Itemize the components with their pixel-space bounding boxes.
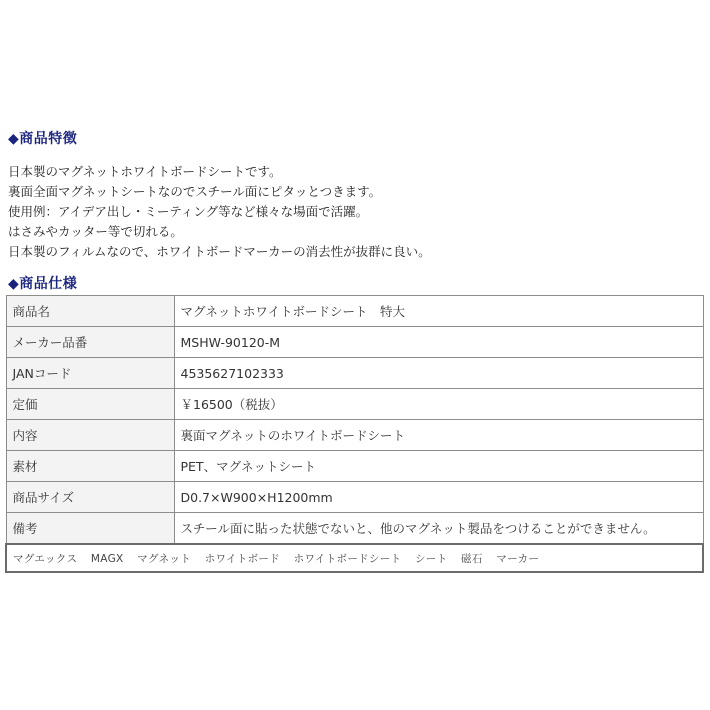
- keyword: ホワイトボードシート: [293, 552, 402, 565]
- spec-value: ￥16500（税抜）: [174, 389, 703, 420]
- spec-label: JANコード: [6, 358, 174, 389]
- table-row: [6, 420, 703, 451]
- feature-line: 日本製のマグネットホワイトボードシートです。: [8, 164, 282, 179]
- table-row: [6, 389, 703, 420]
- keyword: マグエックス: [13, 552, 78, 565]
- keyword: マグネット: [137, 552, 192, 565]
- spec-label: 内容: [6, 420, 174, 451]
- table-row: [6, 513, 703, 545]
- spec-label: 備考: [6, 513, 174, 545]
- spec-label: 素材: [6, 451, 174, 482]
- spec-value: スチール面に貼った状態でないと、他のマグネット製品をつけることができません。: [174, 513, 703, 545]
- spec-value: MSHW-90120-M: [174, 327, 703, 358]
- feature-line: はさみやカッター等で切れる。: [8, 224, 183, 239]
- features-heading: ◆商品特徴: [8, 131, 78, 147]
- table-row: [6, 451, 703, 482]
- feature-line: 日本製のフィルムなので、ホワイトボードマーカーの消去性が抜群に良い。: [8, 244, 431, 259]
- features-text: [8, 162, 698, 262]
- spec-value: 4535627102333: [174, 358, 703, 389]
- keywords-row: [6, 544, 703, 572]
- spec-label: 定価: [6, 389, 174, 420]
- keyword: MAGX: [90, 552, 124, 565]
- spec-value: D0.7×W900×H1200mm: [174, 482, 703, 513]
- keyword: ホワイトボード: [204, 552, 280, 565]
- feature-line: 使用例：アイデア出し・ミーティング等など様々な場面で活躍。: [8, 204, 369, 219]
- spec-label: メーカー品番: [6, 327, 174, 358]
- spec-value: 裏面マグネットのホワイトボードシート: [174, 420, 703, 451]
- table-row: [6, 296, 703, 327]
- keyword: 磁石: [461, 552, 483, 565]
- spec-value: マグネットホワイトボードシート 特大: [174, 296, 703, 327]
- keywords-cell: [6, 544, 703, 572]
- spec-table: [5, 295, 704, 573]
- spec-value: PET、マグネットシート: [174, 451, 703, 482]
- table-row: [6, 358, 703, 389]
- spec-label: 商品名: [6, 296, 174, 327]
- spec-label: 商品サイズ: [6, 482, 174, 513]
- table-row: [6, 482, 703, 513]
- specs-heading: ◆商品仕様: [8, 276, 78, 292]
- table-row: [6, 327, 703, 358]
- keyword: シート: [414, 552, 448, 565]
- keyword: マーカー: [496, 552, 540, 565]
- feature-line: 裏面全面マグネットシートなのでスチール面にピタッとつきます。: [8, 184, 382, 199]
